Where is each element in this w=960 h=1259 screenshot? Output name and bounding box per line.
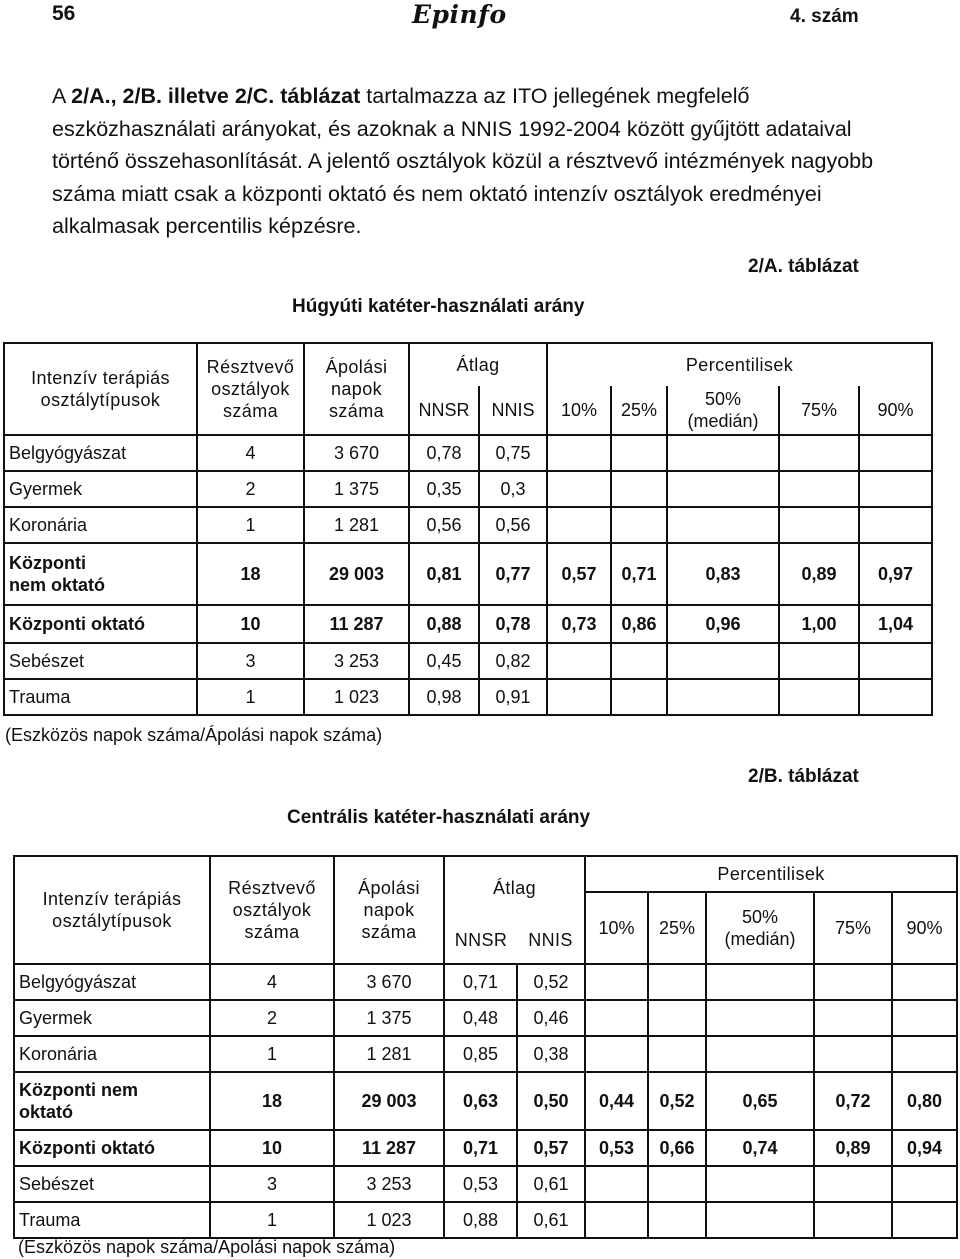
cell-nnsr: 0,56	[409, 507, 479, 543]
cell-p25	[611, 643, 667, 679]
cell-nnsr: 0,88	[409, 605, 479, 643]
table-a	[3, 342, 933, 716]
cell-units: 3	[210, 1166, 334, 1202]
cell-p50	[706, 1166, 814, 1202]
cell-p75: 0,89	[779, 543, 859, 605]
table-row	[14, 1072, 957, 1130]
cell-p25	[648, 964, 706, 1000]
journal-logo: Epinfo	[412, 0, 507, 29]
col-header-days: Ápolási napok száma	[304, 343, 409, 435]
cell-p25	[648, 1166, 706, 1202]
cell-p50	[667, 679, 779, 715]
cell-nnsr: 0,71	[444, 964, 517, 1000]
cell-days: 29 003	[304, 543, 409, 605]
cell-p90: 1,04	[859, 605, 932, 643]
col-header-p75: 75%	[814, 892, 892, 964]
cell-p10	[547, 643, 611, 679]
table-row	[4, 471, 932, 507]
col-header-type: Intenzív terápiás osztálytípusok	[4, 343, 197, 435]
cell-p50	[667, 643, 779, 679]
cell-nnsr: 0,48	[444, 1000, 517, 1036]
cell-p25	[611, 435, 667, 471]
cell-nnsr: 0,81	[409, 543, 479, 605]
intro-text: tartalmazza az ITO jellegének megfelelő eszközhasználati arányokat, és azoknak a NNIS 1992-2004 között gyűjtött adataival történő összehasonlítását. A jelentő osztályok közül a résztvevő intézmények nagyobb száma miatt csak a központi oktató és nem oktató intenzív osztályok eredményei alkalmasak percentilis képzésre.	[52, 84, 874, 238]
table-b	[13, 855, 958, 1239]
col-header-p90: 90%	[859, 386, 932, 435]
cell-p75	[779, 507, 859, 543]
cell-nnis: 0,91	[479, 679, 547, 715]
cell-p50	[667, 471, 779, 507]
cell-days: 3 670	[334, 964, 444, 1000]
cell-type: Trauma	[14, 1202, 210, 1238]
cell-units: 18	[197, 543, 304, 605]
cell-days: 1 375	[304, 471, 409, 507]
cell-p75: 0,89	[814, 1130, 892, 1166]
cell-type: Koronária	[14, 1036, 210, 1072]
cell-p90: 0,97	[859, 543, 932, 605]
table-row	[4, 605, 932, 643]
table-b-title: Centrális katéter-használati arány	[287, 807, 591, 828]
cell-type: Gyermek	[4, 471, 197, 507]
cell-type: Központi oktató	[4, 605, 197, 643]
cell-units: 10	[210, 1130, 334, 1166]
cell-nnis: 0,61	[517, 1202, 585, 1238]
cell-p10	[585, 1036, 648, 1072]
col-header-p25: 25%	[648, 892, 706, 964]
cell-type: Gyermek	[14, 1000, 210, 1036]
cell-days: 11 287	[334, 1130, 444, 1166]
cell-type: Koronária	[4, 507, 197, 543]
cell-nnis: 0,57	[517, 1130, 585, 1166]
cell-p90: 0,94	[892, 1130, 957, 1166]
cell-p10	[585, 1166, 648, 1202]
cell-p10	[585, 1000, 648, 1036]
cell-nnis: 0,82	[479, 643, 547, 679]
table-row	[14, 1036, 957, 1072]
cell-units: 1	[197, 507, 304, 543]
col-header-p50: 50% (medián)	[706, 892, 814, 964]
intro-table-refs: 2/A., 2/B. illetve 2/C. táblázat	[71, 84, 361, 108]
cell-days: 1 023	[304, 679, 409, 715]
col-header-percentiles: Percentilisek	[585, 856, 957, 892]
cell-type: Sebészet	[14, 1166, 210, 1202]
page-number: 56	[52, 2, 76, 25]
cell-days: 1 375	[334, 1000, 444, 1036]
cell-p50	[667, 507, 779, 543]
cell-nnis: 0,56	[479, 507, 547, 543]
cell-p90	[859, 643, 932, 679]
col-header-nnis: NNIS	[528, 930, 573, 950]
table-b-head	[14, 856, 957, 964]
cell-p10: 0,73	[547, 605, 611, 643]
cell-nnis: 0,52	[517, 964, 585, 1000]
cell-nnis: 0,46	[517, 1000, 585, 1036]
cell-units: 2	[210, 1000, 334, 1036]
table-a-body	[4, 435, 932, 715]
col-header-nnsr: NNSR	[409, 386, 479, 435]
table-b-body	[14, 964, 957, 1238]
table-row	[4, 507, 932, 543]
cell-p75	[779, 643, 859, 679]
cell-p25: 0,86	[611, 605, 667, 643]
cell-nnsr: 0,45	[409, 643, 479, 679]
cell-days: 1 281	[304, 507, 409, 543]
cell-p50: 0,83	[667, 543, 779, 605]
cell-p25	[611, 507, 667, 543]
cell-nnis: 0,3	[479, 471, 547, 507]
cell-nnsr: 0,98	[409, 679, 479, 715]
cell-type: Sebészet	[4, 643, 197, 679]
cell-units: 3	[197, 643, 304, 679]
cell-p50	[706, 1202, 814, 1238]
cell-days: 11 287	[304, 605, 409, 643]
table-b-tag: 2/B. táblázat	[748, 766, 859, 787]
col-header-nnsr: NNSR	[454, 930, 508, 950]
cell-units: 4	[210, 964, 334, 1000]
col-header-average: Átlag	[409, 343, 547, 386]
cell-p90	[892, 964, 957, 1000]
cell-p75	[814, 964, 892, 1000]
cell-p75	[814, 1036, 892, 1072]
cell-type: Trauma	[4, 679, 197, 715]
cell-p10: 0,53	[585, 1130, 648, 1166]
issue-number: 4. szám	[790, 6, 859, 27]
table-a-title: Húgyúti katéter-használati arány	[292, 296, 585, 317]
cell-p75	[779, 471, 859, 507]
cell-p90	[859, 435, 932, 471]
cell-units: 18	[210, 1072, 334, 1130]
cell-p75	[814, 1000, 892, 1036]
table-row	[14, 1000, 957, 1036]
cell-p50: 0,74	[706, 1130, 814, 1166]
cell-units: 1	[197, 679, 304, 715]
cell-type: Belgyógyászat	[14, 964, 210, 1000]
cell-type: Belgyógyászat	[4, 435, 197, 471]
cell-p75	[814, 1202, 892, 1238]
table-row	[4, 543, 932, 605]
cell-p90	[859, 507, 932, 543]
table-row	[4, 643, 932, 679]
cell-days: 29 003	[334, 1072, 444, 1130]
cell-days: 3 253	[334, 1166, 444, 1202]
cell-p25: 0,66	[648, 1130, 706, 1166]
table-a-tag: 2/A. táblázat	[748, 256, 859, 277]
cell-nnsr: 0,35	[409, 471, 479, 507]
intro-paragraph	[52, 80, 892, 243]
col-header-p10: 10%	[585, 892, 648, 964]
cell-p50	[667, 435, 779, 471]
cell-p90	[892, 1000, 957, 1036]
cell-units: 10	[197, 605, 304, 643]
cell-p50: 0,96	[667, 605, 779, 643]
cell-p75	[814, 1166, 892, 1202]
table-row	[4, 679, 932, 715]
cell-nnis: 0,78	[479, 605, 547, 643]
col-header-percentiles: Percentilisek	[547, 343, 932, 386]
cell-p25: 0,52	[648, 1072, 706, 1130]
cell-nnsr: 0,85	[444, 1036, 517, 1072]
cell-nnis: 0,77	[479, 543, 547, 605]
cell-p25	[648, 1000, 706, 1036]
cell-p25	[611, 471, 667, 507]
cell-p90	[892, 1036, 957, 1072]
table-row	[14, 1202, 957, 1238]
cell-nnsr: 0,88	[444, 1202, 517, 1238]
col-header-type: Intenzív terápiás osztálytípusok	[14, 856, 210, 964]
cell-nnis: 0,75	[479, 435, 547, 471]
cell-type: Központi oktató	[14, 1130, 210, 1166]
cell-p75: 1,00	[779, 605, 859, 643]
cell-nnis: 0,50	[517, 1072, 585, 1130]
table-row	[4, 435, 932, 471]
cell-units: 1	[210, 1202, 334, 1238]
cell-units: 1	[210, 1036, 334, 1072]
col-header-p10: 10%	[547, 386, 611, 435]
cell-days: 3 253	[304, 643, 409, 679]
cell-nnsr: 0,78	[409, 435, 479, 471]
col-header-units: Résztvevő osztályok száma	[210, 856, 334, 964]
cell-p10	[585, 1202, 648, 1238]
cell-days: 1 281	[334, 1036, 444, 1072]
cell-p75: 0,72	[814, 1072, 892, 1130]
cell-nnis: 0,61	[517, 1166, 585, 1202]
table-row	[14, 964, 957, 1000]
cell-p25	[611, 679, 667, 715]
col-header-p50: 50% (medián)	[667, 386, 779, 435]
col-header-p25: 25%	[611, 386, 667, 435]
cell-p90: 0,80	[892, 1072, 957, 1130]
col-header-days: Ápolási napok száma	[334, 856, 444, 964]
cell-p90	[859, 471, 932, 507]
cell-type: Központi nem oktató	[4, 543, 197, 605]
cell-p25: 0,71	[611, 543, 667, 605]
cell-p90	[892, 1202, 957, 1238]
cell-p75	[779, 435, 859, 471]
cell-nnis: 0,38	[517, 1036, 585, 1072]
cell-p25	[648, 1202, 706, 1238]
cell-p90	[859, 679, 932, 715]
table-row	[14, 1166, 957, 1202]
cell-nnsr: 0,71	[444, 1130, 517, 1166]
cell-days: 1 023	[334, 1202, 444, 1238]
cell-p50	[706, 1036, 814, 1072]
table-a-head	[4, 343, 932, 435]
intro-prefix: A	[52, 84, 72, 108]
cell-p10: 0,57	[547, 543, 611, 605]
cell-p10	[547, 679, 611, 715]
cell-nnsr: 0,53	[444, 1166, 517, 1202]
cell-p10	[547, 435, 611, 471]
cell-p75	[779, 679, 859, 715]
cell-p10	[585, 964, 648, 1000]
col-header-p90: 90%	[892, 892, 957, 964]
cell-units: 2	[197, 471, 304, 507]
cell-p50	[706, 1000, 814, 1036]
cell-p10: 0,44	[585, 1072, 648, 1130]
col-header-nnis: NNIS	[479, 386, 547, 435]
cell-type: Központi nem oktató	[14, 1072, 210, 1130]
cell-units: 4	[197, 435, 304, 471]
cell-nnsr: 0,63	[444, 1072, 517, 1130]
cell-days: 3 670	[304, 435, 409, 471]
col-header-average: Átlag NNSR NNIS	[444, 856, 585, 964]
cell-p50: 0,65	[706, 1072, 814, 1130]
table-row	[14, 1130, 957, 1166]
cell-p10	[547, 471, 611, 507]
cell-p90	[892, 1166, 957, 1202]
cell-p50	[706, 964, 814, 1000]
table-a-note: (Eszközös napok száma/Ápolási napok száma)	[5, 725, 383, 745]
cell-p25	[648, 1036, 706, 1072]
col-header-units: Résztvevő osztályok száma	[197, 343, 304, 435]
col-header-p75: 75%	[779, 386, 859, 435]
cell-p10	[547, 507, 611, 543]
table-b-note: (Eszközös napok száma/Ápolási napok száma)	[18, 1237, 396, 1257]
